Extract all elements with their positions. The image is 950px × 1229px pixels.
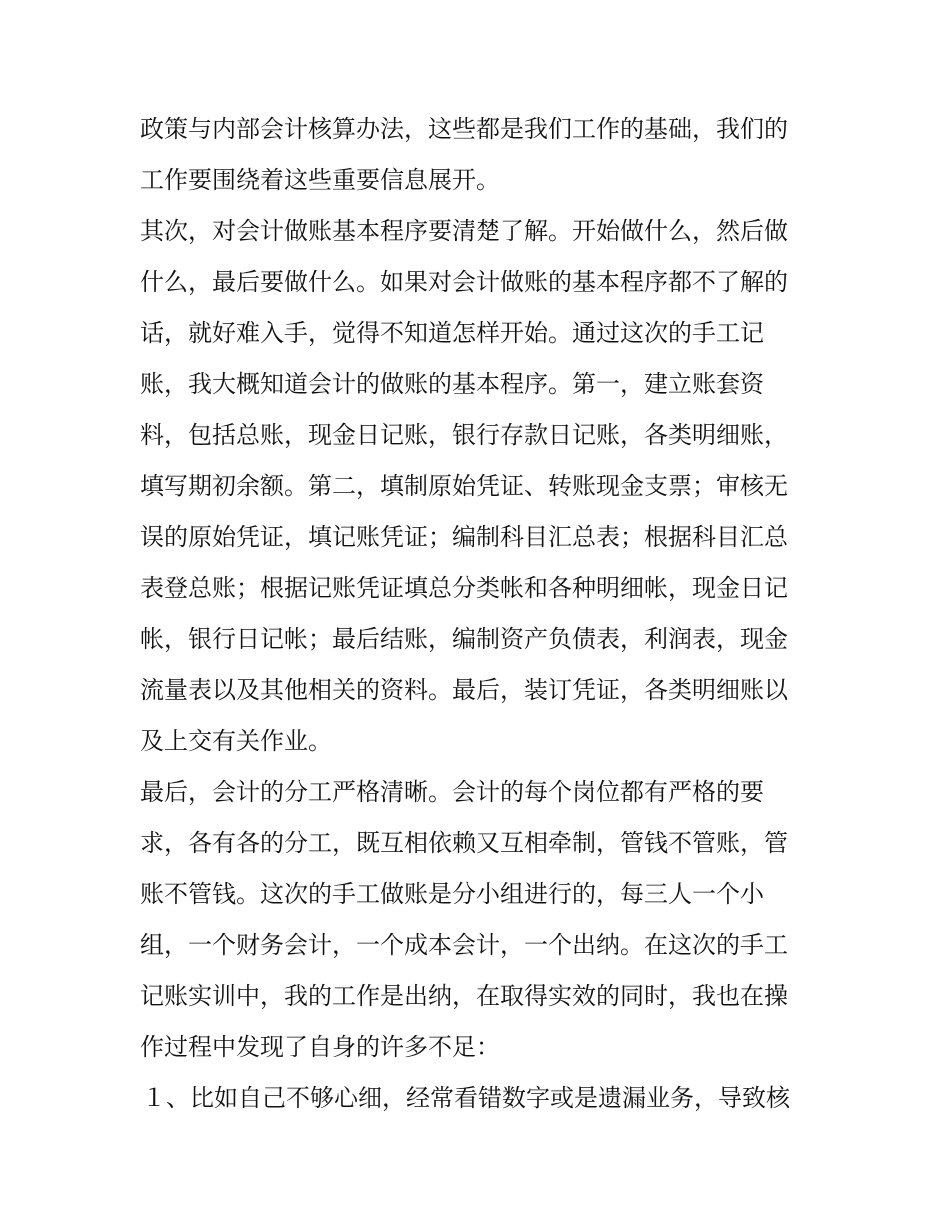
text-line: 帐，银行日记帐；最后结账，编制资产负债表，利润表，现金 — [140, 625, 788, 653]
text-line: 最后，会计的分工严格清晰。会计的每个岗位都有严格的要 — [140, 778, 764, 806]
text-line: 政策与内部会计核算办法，这些都是我们工作的基础，我们的 — [140, 115, 788, 143]
text-line: 什么，最后要做什么。如果对会计做账的基本程序都不了解的 — [140, 268, 788, 296]
text-line: 料，包括总账，现金日记账，银行存款日记账，各类明细账， — [140, 421, 788, 449]
text-line: 其次，对会计做账基本程序要清楚了解。开始做什么，然后做 — [140, 217, 788, 245]
text-line: 账不管钱。这次的手工做账是分小组进行的，每三人一个小 — [140, 880, 764, 908]
text-line: 记账实训中，我的工作是出纳，在取得实效的同时，我也在操 — [140, 982, 788, 1010]
text-line: 话，就好难入手，觉得不知道怎样开始。通过这次的手工记 — [140, 319, 764, 347]
text-line: 及上交有关作业。 — [140, 727, 332, 755]
text-line: 误的原始凭证，填记账凭证；编制科目汇总表；根据科目汇总 — [140, 523, 788, 551]
text-line: 流量表以及其他相关的资料。最后，装订凭证，各类明细账以 — [140, 676, 788, 704]
text-line: １、比如自己不够心细，经常看错数字或是遗漏业务，导致核 — [142, 1084, 790, 1112]
text-line: 作过程中发现了自身的许多不足： — [140, 1033, 500, 1061]
document-body — [140, 104, 820, 1124]
text-line: 工作要围绕着这些重要信息展开。 — [140, 166, 500, 194]
text-line: 求，各有各的分工，既互相依赖又互相牵制，管钱不管账，管 — [140, 829, 788, 857]
text-line: 表登总账；根据记账凭证填总分类帐和各种明细帐，现金日记 — [140, 574, 788, 602]
text-line: 填写期初余额。第二，填制原始凭证、转账现金支票；审核无 — [140, 472, 788, 500]
text-line: 组，一个财务会计，一个成本会计，一个出纳。在这次的手工 — [140, 931, 788, 959]
text-line: 账，我大概知道会计的做账的基本程序。第一，建立账套资 — [140, 370, 764, 398]
